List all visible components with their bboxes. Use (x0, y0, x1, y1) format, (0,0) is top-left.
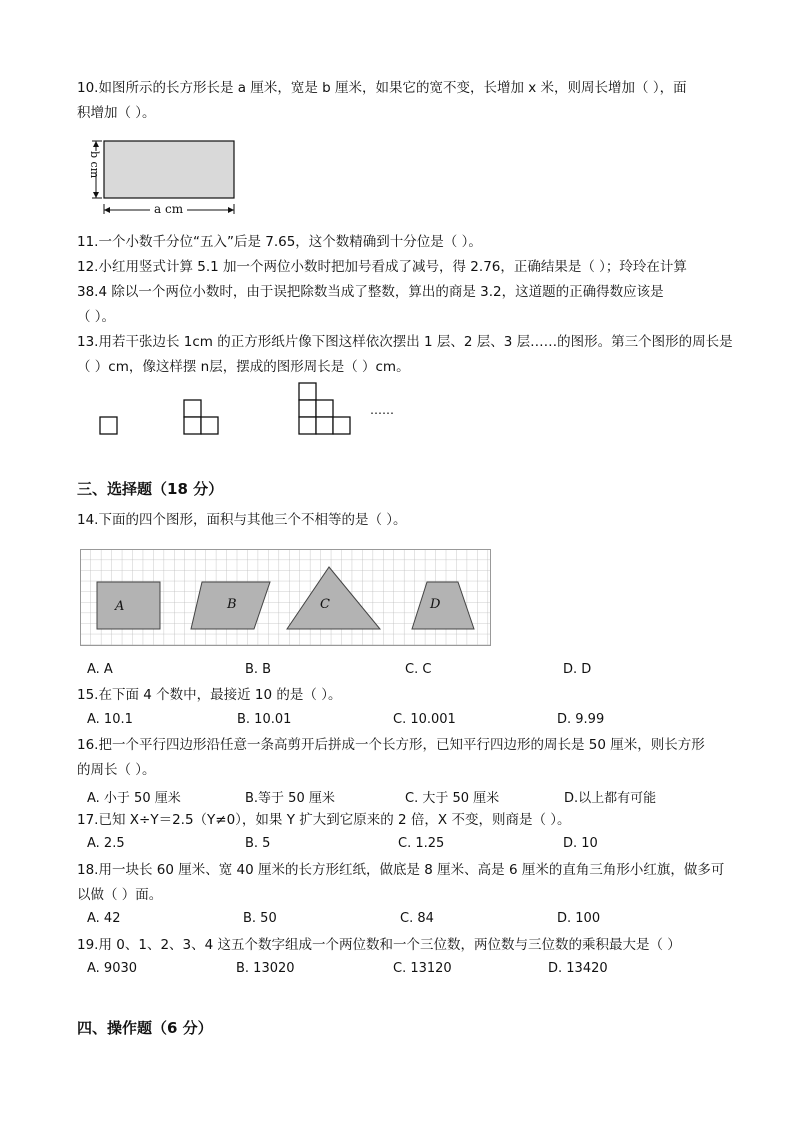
q19-text: 19.用 0、1、2、3、4 这五个数字组成一个两位数和一个三位数，两位数与三位数的乘积最大是（ ） (77, 937, 681, 953)
q14-shape-label-d: D (430, 597, 441, 612)
q13-staircase-figures (95, 380, 375, 440)
q16-option-b[interactable]: B.等于 50 厘米 (245, 791, 335, 806)
q16-option-d[interactable]: D.以上都有可能 (564, 791, 657, 806)
q17-option-a[interactable]: A. 2.5 (87, 836, 125, 851)
q14-option-c[interactable]: C. C (405, 662, 432, 677)
q14-option-d[interactable]: D. D (563, 662, 592, 677)
q17-option-b[interactable]: B. 5 (245, 836, 271, 851)
q10-text-line1: 10.如图所示的长方形长是 a 厘米，宽是 b 厘米，如果它的宽不变，长增加 x 米，则周长增加（ ），面 (77, 80, 687, 96)
q14-text: 14.下面的四个图形，面积与其他三个不相等的是（ ）。 (77, 512, 407, 528)
q15-option-d[interactable]: D. 9.99 (557, 712, 605, 727)
q16-option-c[interactable]: C. 大于 50 厘米 (405, 791, 500, 806)
q19-option-a[interactable]: A. 9030 (87, 961, 138, 976)
q11-text: 11.一个小数千分位“五入”后是 7.65，这个数精确到十分位是（ ）。 (77, 234, 482, 250)
q19-option-c[interactable]: C. 13120 (393, 961, 452, 976)
q12-text-line3: （ ）。 (77, 309, 116, 325)
q13-ellipsis: …… (370, 403, 394, 417)
q10-length-label: a cm (150, 202, 187, 216)
q13-text-line1: 13.用若干张边长 1cm 的正方形纸片像下图这样依次摆出 1 层、2 层、3 层……的图形。第三个图形的周长是 (77, 334, 733, 350)
q18-option-b[interactable]: B. 50 (243, 911, 277, 926)
section3-title: 三、选择题（18 分） (77, 480, 224, 498)
q15-option-b[interactable]: B. 10.01 (237, 712, 292, 727)
q14-shape-label-b: B (227, 597, 237, 612)
q18-text-line2: 以做（ ）面。 (77, 887, 163, 903)
q17-option-c[interactable]: C. 1.25 (398, 836, 445, 851)
q12-text-line2: 38.4 除以一个两位小数时，由于误把除数当成了整数，算出的商是 3.2，这道题的正确得数应该是 (77, 284, 664, 300)
q17-text: 17.已知 X÷Y＝2.5（Y≠0），如果 Y 扩大到它原来的 2 倍，X 不变，则商是（ ）。 (77, 812, 571, 828)
q13-text-line2: （ ）cm，像这样摆 n层，摆成的图形周长是（ ）cm。 (77, 359, 410, 375)
q14-option-b[interactable]: B. B (245, 662, 272, 677)
q16-text-line1: 16.把一个平行四边形沿任意一条高剪开后拼成一个长方形，已知平行四边形的周长是 50 厘米，则长方形 (77, 737, 705, 753)
q10-text-line2: 积增加（ ）。 (77, 105, 156, 121)
q16-text-line2: 的周长（ ）。 (77, 762, 156, 778)
q18-option-a[interactable]: A. 42 (87, 911, 121, 926)
q19-option-b[interactable]: B. 13020 (236, 961, 295, 976)
q18-text-line1: 18.用一块长 60 厘米、宽 40 厘米的长方形红纸，做底是 8 厘米、高是 6 厘米的直角三角形小红旗，做多可 (77, 862, 725, 878)
q14-shape-label-a: A (115, 599, 125, 614)
q15-text: 15.在下面 4 个数中，最接近 10 的是（ ）。 (77, 687, 342, 703)
q18-option-d[interactable]: D. 100 (557, 911, 601, 926)
q15-option-c[interactable]: C. 10.001 (393, 712, 456, 727)
q12-text-line1: 12.小红用竖式计算 5.1 加一个两位小数时把加号看成了减号，得 2.76，正确结果是（ ）；玲玲在计算 (77, 259, 687, 275)
q15-option-a[interactable]: A. 10.1 (87, 712, 133, 727)
q19-option-d[interactable]: D. 13420 (548, 961, 608, 976)
q14-shape-a (97, 582, 160, 629)
q18-option-c[interactable]: C. 84 (400, 911, 434, 926)
q17-option-d[interactable]: D. 10 (563, 836, 598, 851)
q14-option-a[interactable]: A. A (87, 662, 113, 677)
q14-shape-label-c: C (320, 597, 330, 612)
q16-option-a[interactable]: A. 小于 50 厘米 (87, 791, 181, 806)
section4-title: 四、操作题（6 分） (77, 1019, 213, 1037)
q10-width-label: b cm (81, 151, 101, 173)
